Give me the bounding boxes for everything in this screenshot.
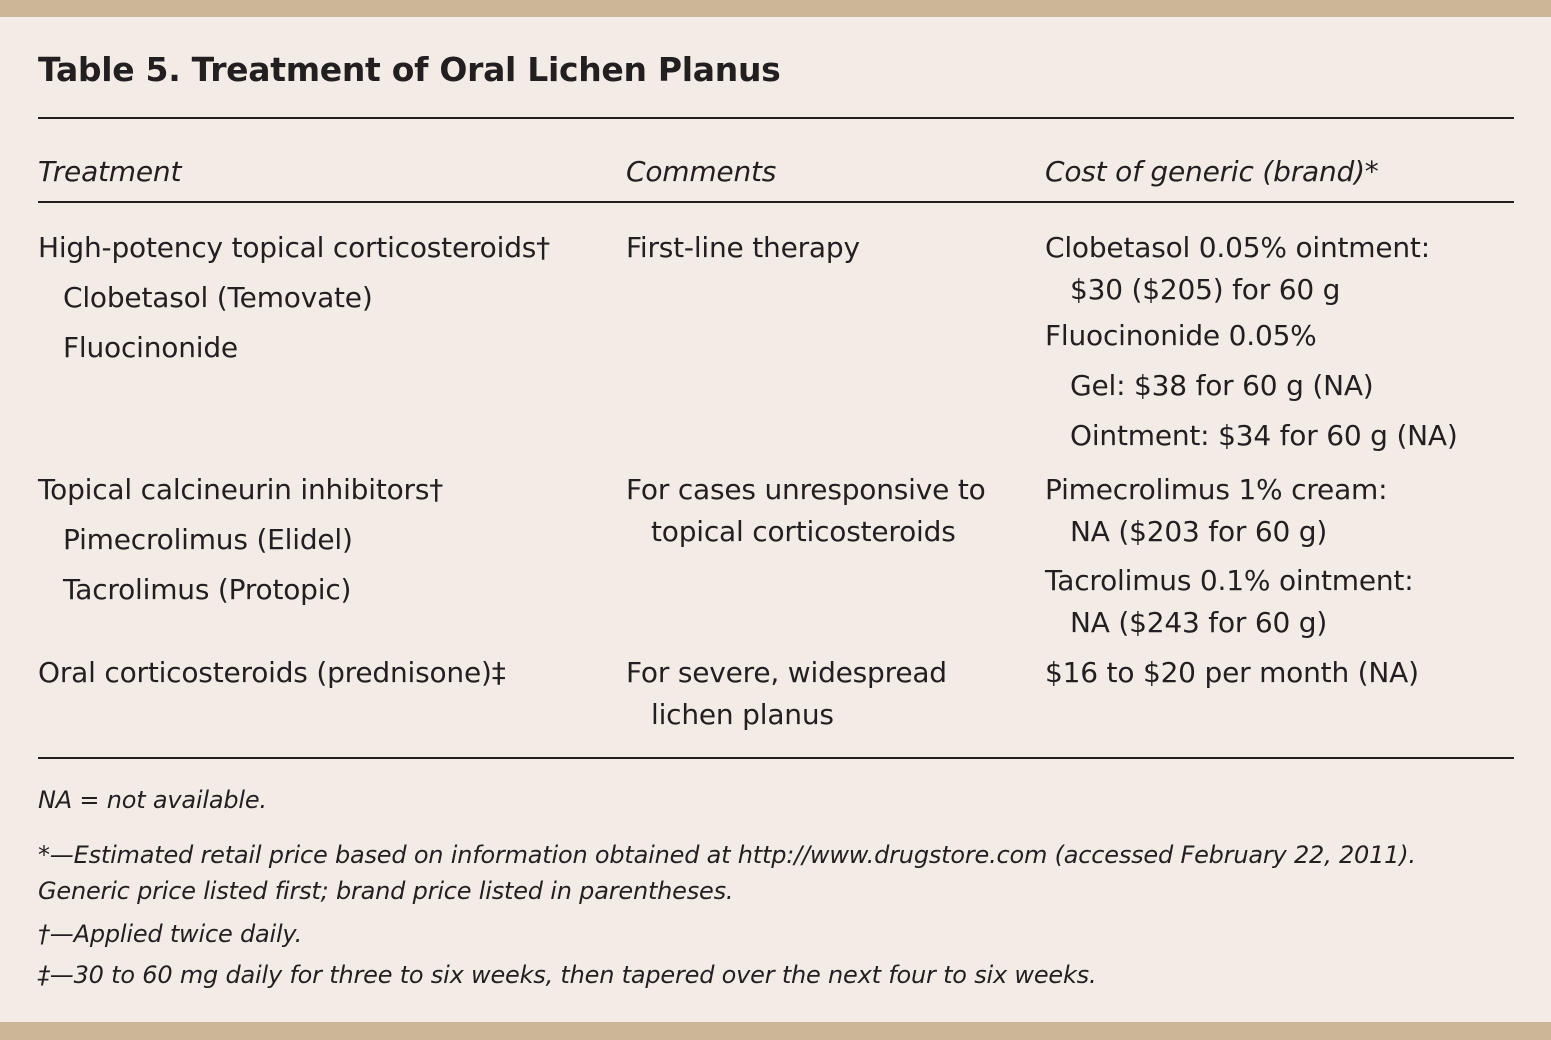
treatment-drug: Clobetasol (Temovate) <box>63 281 373 314</box>
treatment-class: High-potency topical corticosteroids† <box>38 231 550 264</box>
table-bottom-rule <box>38 757 1514 759</box>
footnote-cost: *—Estimated retail price based on information obtained at http://www.drugstore.com (accessed February 22, 2011). <box>38 841 1416 869</box>
treatment-drug: Tacrolimus (Protopic) <box>63 573 352 606</box>
row-3-comments <box>626 652 947 736</box>
row-3-treatment <box>38 648 506 698</box>
row-1-comments <box>626 223 860 273</box>
footnote-na: NA = not available. <box>38 786 267 814</box>
footnote-dagger: †—Applied twice daily. <box>38 920 302 948</box>
row-3-cost <box>1045 648 1419 698</box>
cost-line: Pimecrolimus 1% cream: <box>1045 473 1388 506</box>
footnote-double-dagger: ‡—30 to 60 mg daily for three to six weeks, then tapered over the next four to six weeks. <box>38 961 1097 989</box>
cost-line: NA ($243 for 60 g) <box>1070 606 1328 639</box>
comment-line: topical corticosteroids <box>651 515 956 548</box>
comment-line: lichen planus <box>651 698 834 731</box>
top-border <box>0 0 1551 17</box>
row-2-cost <box>1045 469 1413 644</box>
cost-line: Fluocinonide 0.05% <box>1045 319 1317 352</box>
row-2-treatment <box>38 465 443 615</box>
cost-line: Gel: $38 for 60 g (NA) <box>1070 369 1374 402</box>
comment-line: First-line therapy <box>626 231 860 264</box>
header-comments: Comments <box>626 155 777 188</box>
header-cost: Cost of generic (brand)* <box>1045 155 1379 188</box>
comment-line: For severe, widespread <box>626 656 947 689</box>
cost-line: $16 to $20 per month (NA) <box>1045 656 1419 689</box>
cost-line: Tacrolimus 0.1% ointment: <box>1045 564 1414 597</box>
footnote-cost-continued: Generic price listed first; brand price listed in parentheses. <box>38 877 734 905</box>
row-2-comments <box>626 469 986 553</box>
cost-line: NA ($203 for 60 g) <box>1070 515 1328 548</box>
header-rule <box>38 201 1514 203</box>
treatment-class: Oral corticosteroids (prednisone)‡ <box>38 656 506 689</box>
treatment-class: Topical calcineurin inhibitors† <box>38 473 444 506</box>
title-rule <box>38 117 1514 119</box>
treatment-drug: Fluocinonide <box>63 331 238 364</box>
cost-line: Ointment: $34 for 60 g (NA) <box>1070 419 1458 452</box>
comment-line: For cases unresponsive to <box>626 473 986 506</box>
treatment-drug: Pimecrolimus (Elidel) <box>63 523 353 556</box>
cost-line: $30 ($205) for 60 g <box>1070 273 1341 306</box>
cost-line: Clobetasol 0.05% ointment: <box>1045 231 1430 264</box>
table-title: Table 5. Treatment of Oral Lichen Planus <box>38 50 781 89</box>
row-1-cost <box>1045 227 1458 461</box>
bottom-border <box>0 1022 1551 1040</box>
row-1-treatment <box>38 223 550 373</box>
header-treatment: Treatment <box>38 155 182 188</box>
